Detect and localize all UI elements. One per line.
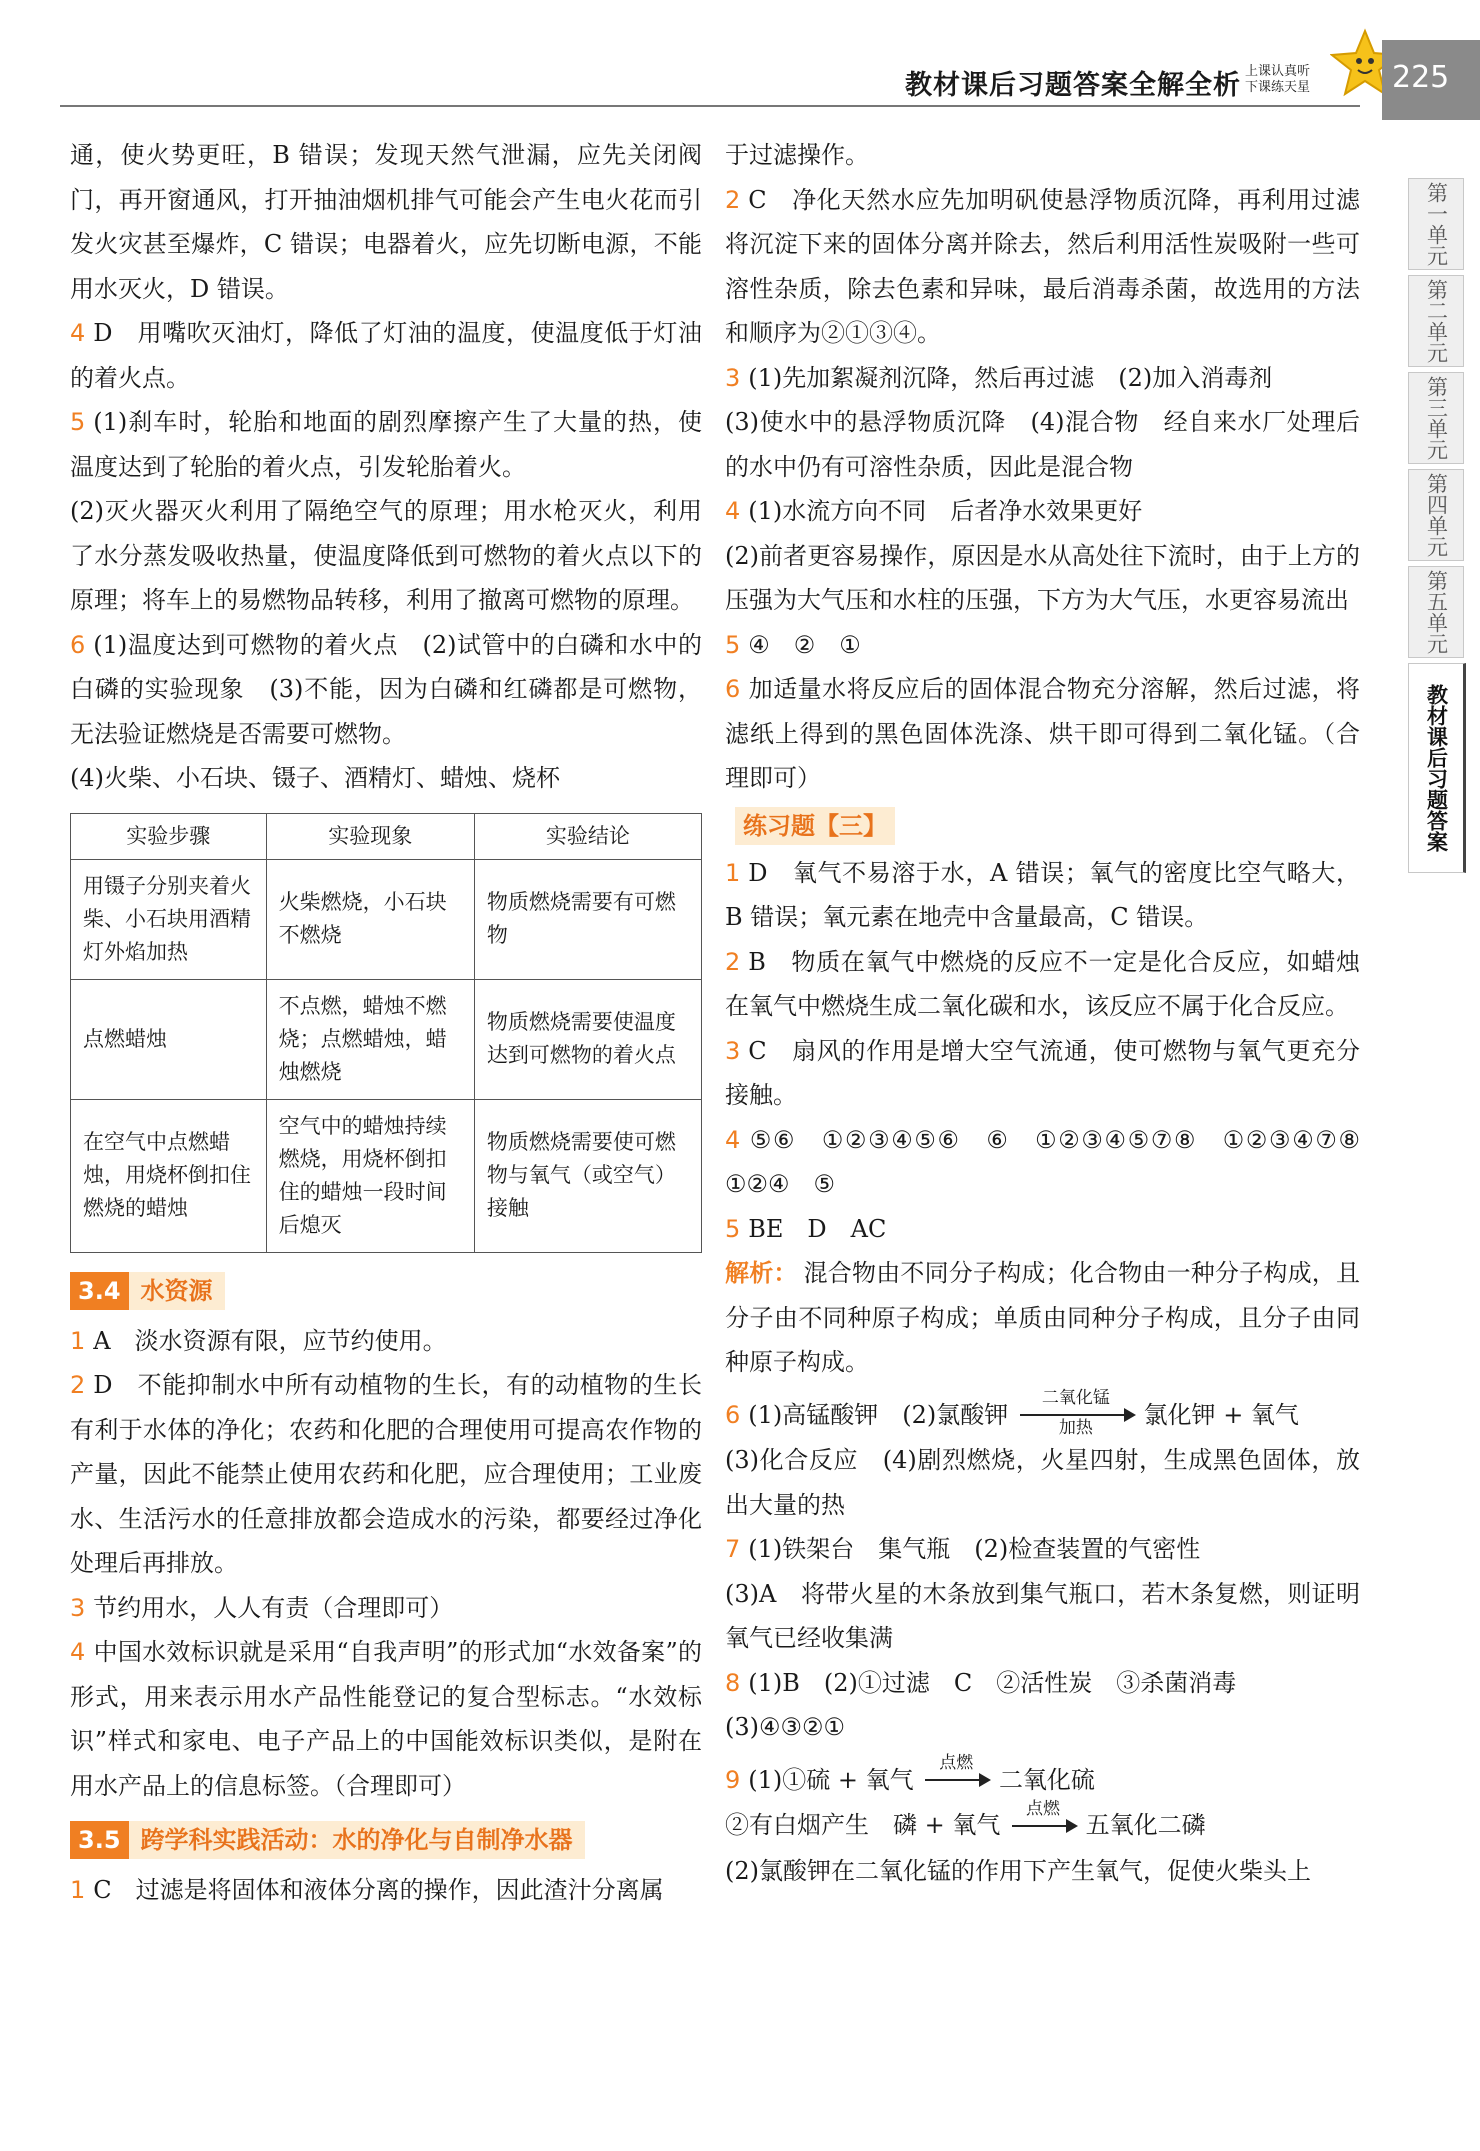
- answer-item: [725, 1207, 1360, 1252]
- answer-paragraph: (2)氯酸钾在二氧化锰的作用下产生氧气，促使火柴头上: [725, 1856, 1311, 1885]
- question-number: 6: [70, 630, 86, 659]
- answer-paragraph: (3)使水中的悬浮物质沉降 (4)混合物 经自来水厂处理后的水中仍有可溶性杂质，因此是混合物: [725, 408, 1360, 481]
- question-number: 3: [725, 1036, 741, 1065]
- answer-text: D 不能抑制水中所有动植物的生长，有的动植物的生长有利于水体的净化；农药和化肥的合理使用可提高农作物的产量，因此不能禁止使用农药和化肥，应合理使用；工业废水、生活污水的任意排放都会造成水的污染，都要经过净化处理后再排放。: [70, 1371, 702, 1577]
- section-number: 3.4: [70, 1272, 129, 1310]
- answer-item: [725, 178, 1360, 356]
- answer-item: [70, 400, 702, 489]
- question-number: 6: [725, 675, 741, 703]
- answer-text: 五氧化二磷: [1085, 1811, 1206, 1839]
- answer-item: [70, 1868, 702, 1913]
- answer-text: C 过滤是将固体和液体分离的操作，因此渣汁分离属: [93, 1876, 664, 1904]
- answer-text: 加适量水将反应后的固体混合物充分溶解，然后过滤，将滤纸上得到的黑色固体洗涤、烘干即可得到二氧化锰。（合理即可）: [725, 675, 1360, 792]
- table-cell: 物质燃烧需要使可燃物与氧气（或空气）接触: [474, 1099, 701, 1252]
- table-row: [71, 1099, 702, 1252]
- answer-text: (1)①硫 + 氧气: [748, 1765, 914, 1794]
- tab-unit-1[interactable]: 第一单元: [1408, 178, 1464, 270]
- answer-item: [70, 1630, 702, 1808]
- table-cell: 不点燃，蜡烛不燃烧；点燃蜡烛，蜡烛燃烧: [266, 979, 474, 1099]
- table-cell: 点燃蜡烛: [71, 979, 267, 1099]
- question-number: 4: [70, 1638, 86, 1666]
- reaction-condition: 加热: [1058, 1418, 1093, 1438]
- arrow-line: [925, 1779, 983, 1781]
- answer-item: [70, 1319, 702, 1364]
- answer-text: C 净化天然水应先加明矾使悬浮物质沉降，再利用过滤将沉淀下来的固体分离并除去，然后利用活性炭吸附一些可溶性杂质，除去色素和异味，最后消毒杀菌，故选用的方法和顺序为②①③④。: [725, 185, 1360, 347]
- tab-unit-3[interactable]: 第三单元: [1408, 372, 1464, 464]
- answer-item: [725, 1753, 1360, 1804]
- question-number: 3: [70, 1593, 86, 1622]
- answer-text: ⑤⑥ ①②③④⑤⑥ ⑥ ①②③④⑤⑦⑧ ①②③④⑦⑧ ①②④ ⑤: [725, 1125, 1384, 1198]
- question-number: 9: [725, 1765, 741, 1794]
- answer-text: (1)高锰酸钾 (2)氯酸钾: [748, 1400, 1009, 1429]
- section-title: 跨学科实践活动：水的净化与自制净水器: [129, 1821, 585, 1859]
- answer-text: 中国水效标识就是采用“自我声明”的形式加“水效备案”的形式，用来表示用水产品性能登记的复合型标志。“水效标识”样式和家电、电子产品上的中国能效标识类似，是附在用水产品上的信息标签。（合理即可）: [70, 1638, 702, 1800]
- arrow-line: [1020, 1414, 1128, 1416]
- question-number: 5: [70, 408, 86, 436]
- question-number: 4: [725, 1125, 741, 1154]
- answer-text: ②有白烟产生 磷 + 氧气: [725, 1811, 1001, 1839]
- section-heading: [70, 1269, 702, 1313]
- table-header: 实验步骤: [71, 813, 267, 859]
- answer-item: [70, 1363, 702, 1586]
- answer-item: [725, 940, 1360, 1029]
- question-number: 2: [70, 1371, 86, 1399]
- answer-paragraph: (3)④③②①: [725, 1713, 846, 1741]
- answer-paragraph: (4)火柴、小石块、镊子、酒精灯、蜡烛、烧杯: [70, 764, 560, 792]
- answer-text: (1)B (2)①过滤 C ②活性炭 ③杀菌消毒: [748, 1668, 1237, 1697]
- table-cell: 用镊子分别夹着火柴、小石块用酒精灯外焰加热: [71, 859, 267, 979]
- table-cell: 火柴燃烧，小石块不燃烧: [266, 859, 474, 979]
- question-number: 4: [725, 497, 741, 525]
- question-number: 1: [70, 1326, 86, 1355]
- answer-item: [725, 1527, 1360, 1572]
- answer-text: B 物质在氧气中燃烧的反应不一定是化合反应，如蜡烛在氧气中燃烧生成二氧化碳和水，该反应不属于化合反应。: [725, 947, 1360, 1020]
- header-slogan: [1245, 64, 1310, 96]
- answer-paragraph: (3)A 将带火星的木条放到集气瓶口，若木条复燃，则证明氧气已经收集满: [725, 1579, 1360, 1652]
- table-cell: 在空气中点燃蜡烛，用烧杯倒扣住燃烧的蜡烛: [71, 1099, 267, 1252]
- answer-paragraph: 于过滤操作。: [725, 141, 869, 169]
- question-number: 3: [725, 363, 741, 392]
- question-number: 1: [725, 858, 741, 887]
- question-number: 5: [725, 1214, 741, 1243]
- answer-text: 二氧化硫: [998, 1765, 1095, 1794]
- table-row: [71, 859, 702, 979]
- table-header-row: [71, 813, 702, 859]
- question-number: 7: [725, 1535, 741, 1563]
- header-title: 教材课后习题答案全解全析: [905, 70, 1241, 101]
- tab-answers[interactable]: 教材课后习题答案: [1408, 663, 1466, 873]
- answer-text: A 淡水资源有限，应节约使用。: [93, 1326, 447, 1355]
- answer-item: [70, 623, 702, 757]
- header-divider: [60, 105, 1360, 107]
- reaction-condition: 点燃: [939, 1753, 974, 1773]
- answer-item: [725, 356, 1360, 401]
- exercise-heading: 练习题【三】: [735, 807, 895, 845]
- reaction-arrow: [1016, 1388, 1136, 1438]
- table-row: [71, 979, 702, 1099]
- answer-text: (1)温度达到可燃物的着火点 (2)试管中的白磷和水中的白磷的实验现象 (3)不能，因为白磷和红磷都是可燃物，无法验证燃烧是否需要可燃物。: [70, 630, 702, 748]
- answer-text: (1)先加絮凝剂沉降，然后再过滤 (2)加入消毒剂: [748, 363, 1273, 392]
- arrow-line: [1012, 1825, 1070, 1827]
- question-number: 4: [70, 319, 86, 347]
- table-cell: 物质燃烧需要有可燃物: [474, 859, 701, 979]
- answer-text: ④ ② ①: [748, 630, 861, 659]
- analysis-label: 解析：: [725, 1259, 798, 1287]
- reaction-arrow: [1008, 1798, 1078, 1849]
- question-number: 8: [725, 1668, 741, 1697]
- answer-item: [725, 1798, 1360, 1849]
- answer-text: 节约用水，人人有责（合理即可）: [93, 1593, 454, 1622]
- section-number: 3.5: [70, 1821, 129, 1859]
- answer-item: [725, 851, 1360, 940]
- answer-paragraph: (2)灭火器灭火利用了隔绝空气的原理；用水枪灭火，利用了水分蒸发吸收热量，使温度降低到可燃物的着火点以下的原理；将车上的易燃物品转移，利用了撤离可燃物的原理。: [70, 497, 702, 614]
- answer-item: [725, 1661, 1360, 1706]
- left-column: [70, 133, 702, 1913]
- answer-text: C 扇风的作用是增大空气流通，使可燃物与氧气更充分接触。: [725, 1036, 1360, 1109]
- question-number: 2: [725, 947, 741, 976]
- answer-text: D 氧气不易溶于水，A 错误；氧气的密度比空气略大，B 错误；氧元素在地壳中含量最高，C 错误。: [725, 858, 1360, 931]
- slogan-line: 下课练天星: [1245, 80, 1311, 95]
- reaction-arrow: [921, 1753, 991, 1803]
- tab-unit-2[interactable]: 第二单元: [1408, 275, 1464, 367]
- answer-paragraph: 通，使火势更旺，B 错误；发现天然气泄漏，应先关闭阀门，再开窗通风，打开抽油烟机排气可能会产生电火花而引发火灾甚至爆炸，C 错误；电器着火，应先切断电源，不能用水灭火，D 错误。: [70, 141, 702, 303]
- answer-item: [70, 311, 702, 400]
- unit-tabs: [1408, 178, 1480, 878]
- table-cell: 物质燃烧需要使温度达到可燃物的着火点: [474, 979, 701, 1099]
- answer-item: [725, 1388, 1360, 1439]
- tab-unit-4[interactable]: 第四单元: [1408, 469, 1464, 561]
- analysis-text: 混合物由不同分子构成；化合物由一种分子构成，且分子由不同种原子构成；单质由同种分子构成，且分子由同种原子构成。: [725, 1259, 1361, 1376]
- answer-text: (1)刹车时，轮胎和地面的剧烈摩擦产生了大量的热，使温度达到了轮胎的着火点，引发轮胎着火。: [70, 408, 702, 481]
- answer-text: 氯化钾 + 氧气: [1143, 1400, 1299, 1429]
- right-column: [725, 133, 1384, 1893]
- table-cell: 空气中的蜡烛持续燃烧，用烧杯倒扣住的蜡烛一段时间后熄灭: [266, 1099, 474, 1252]
- analysis-note: [725, 1251, 1360, 1385]
- question-number: 2: [725, 185, 741, 214]
- table-header: 实验结论: [474, 813, 701, 859]
- question-number: 1: [70, 1876, 86, 1904]
- table-header: 实验现象: [266, 813, 474, 859]
- tab-unit-5[interactable]: 第五单元: [1408, 566, 1464, 658]
- answer-item: [725, 1118, 1384, 1207]
- answer-paragraph: (3)化合反应 (4)剧烈燃烧，火星四射，生成黑色固体，放出大量的热: [725, 1446, 1360, 1519]
- reaction-condition: 二氧化锰: [1041, 1388, 1110, 1408]
- answer-paragraph: (2)前者更容易操作，原因是水从高处往下流时，由于上方的压强为大气压和水柱的压强，下方为大气压，水更容易流出: [725, 541, 1360, 614]
- section-heading: [70, 1818, 702, 1862]
- answer-text: BE D AC: [748, 1214, 887, 1243]
- answer-text: D 用嘴吹灭油灯，降低了灯油的温度，使温度低于灯油的着火点。: [70, 319, 702, 392]
- answer-item: [725, 1029, 1360, 1118]
- arrow-head-icon: [979, 1773, 991, 1787]
- answer-text: (1)铁架台 集气瓶 (2)检查装置的气密性: [748, 1535, 1201, 1563]
- experiment-table: [70, 813, 702, 1253]
- section-title: 水资源: [129, 1272, 225, 1310]
- answer-text: (1)水流方向不同 后者净水效果更好: [748, 497, 1143, 525]
- answer-item: [725, 667, 1360, 801]
- question-number: 6: [725, 1400, 741, 1429]
- page-number: 225: [1392, 60, 1450, 95]
- answer-item: [725, 623, 1360, 668]
- arrow-head-icon: [1066, 1819, 1078, 1833]
- slogan-line: 上课认真听: [1245, 64, 1311, 79]
- question-number: 5: [725, 630, 741, 659]
- answer-item: [725, 489, 1360, 534]
- reaction-condition: 点燃: [1026, 1798, 1061, 1819]
- answer-item: [70, 1586, 702, 1631]
